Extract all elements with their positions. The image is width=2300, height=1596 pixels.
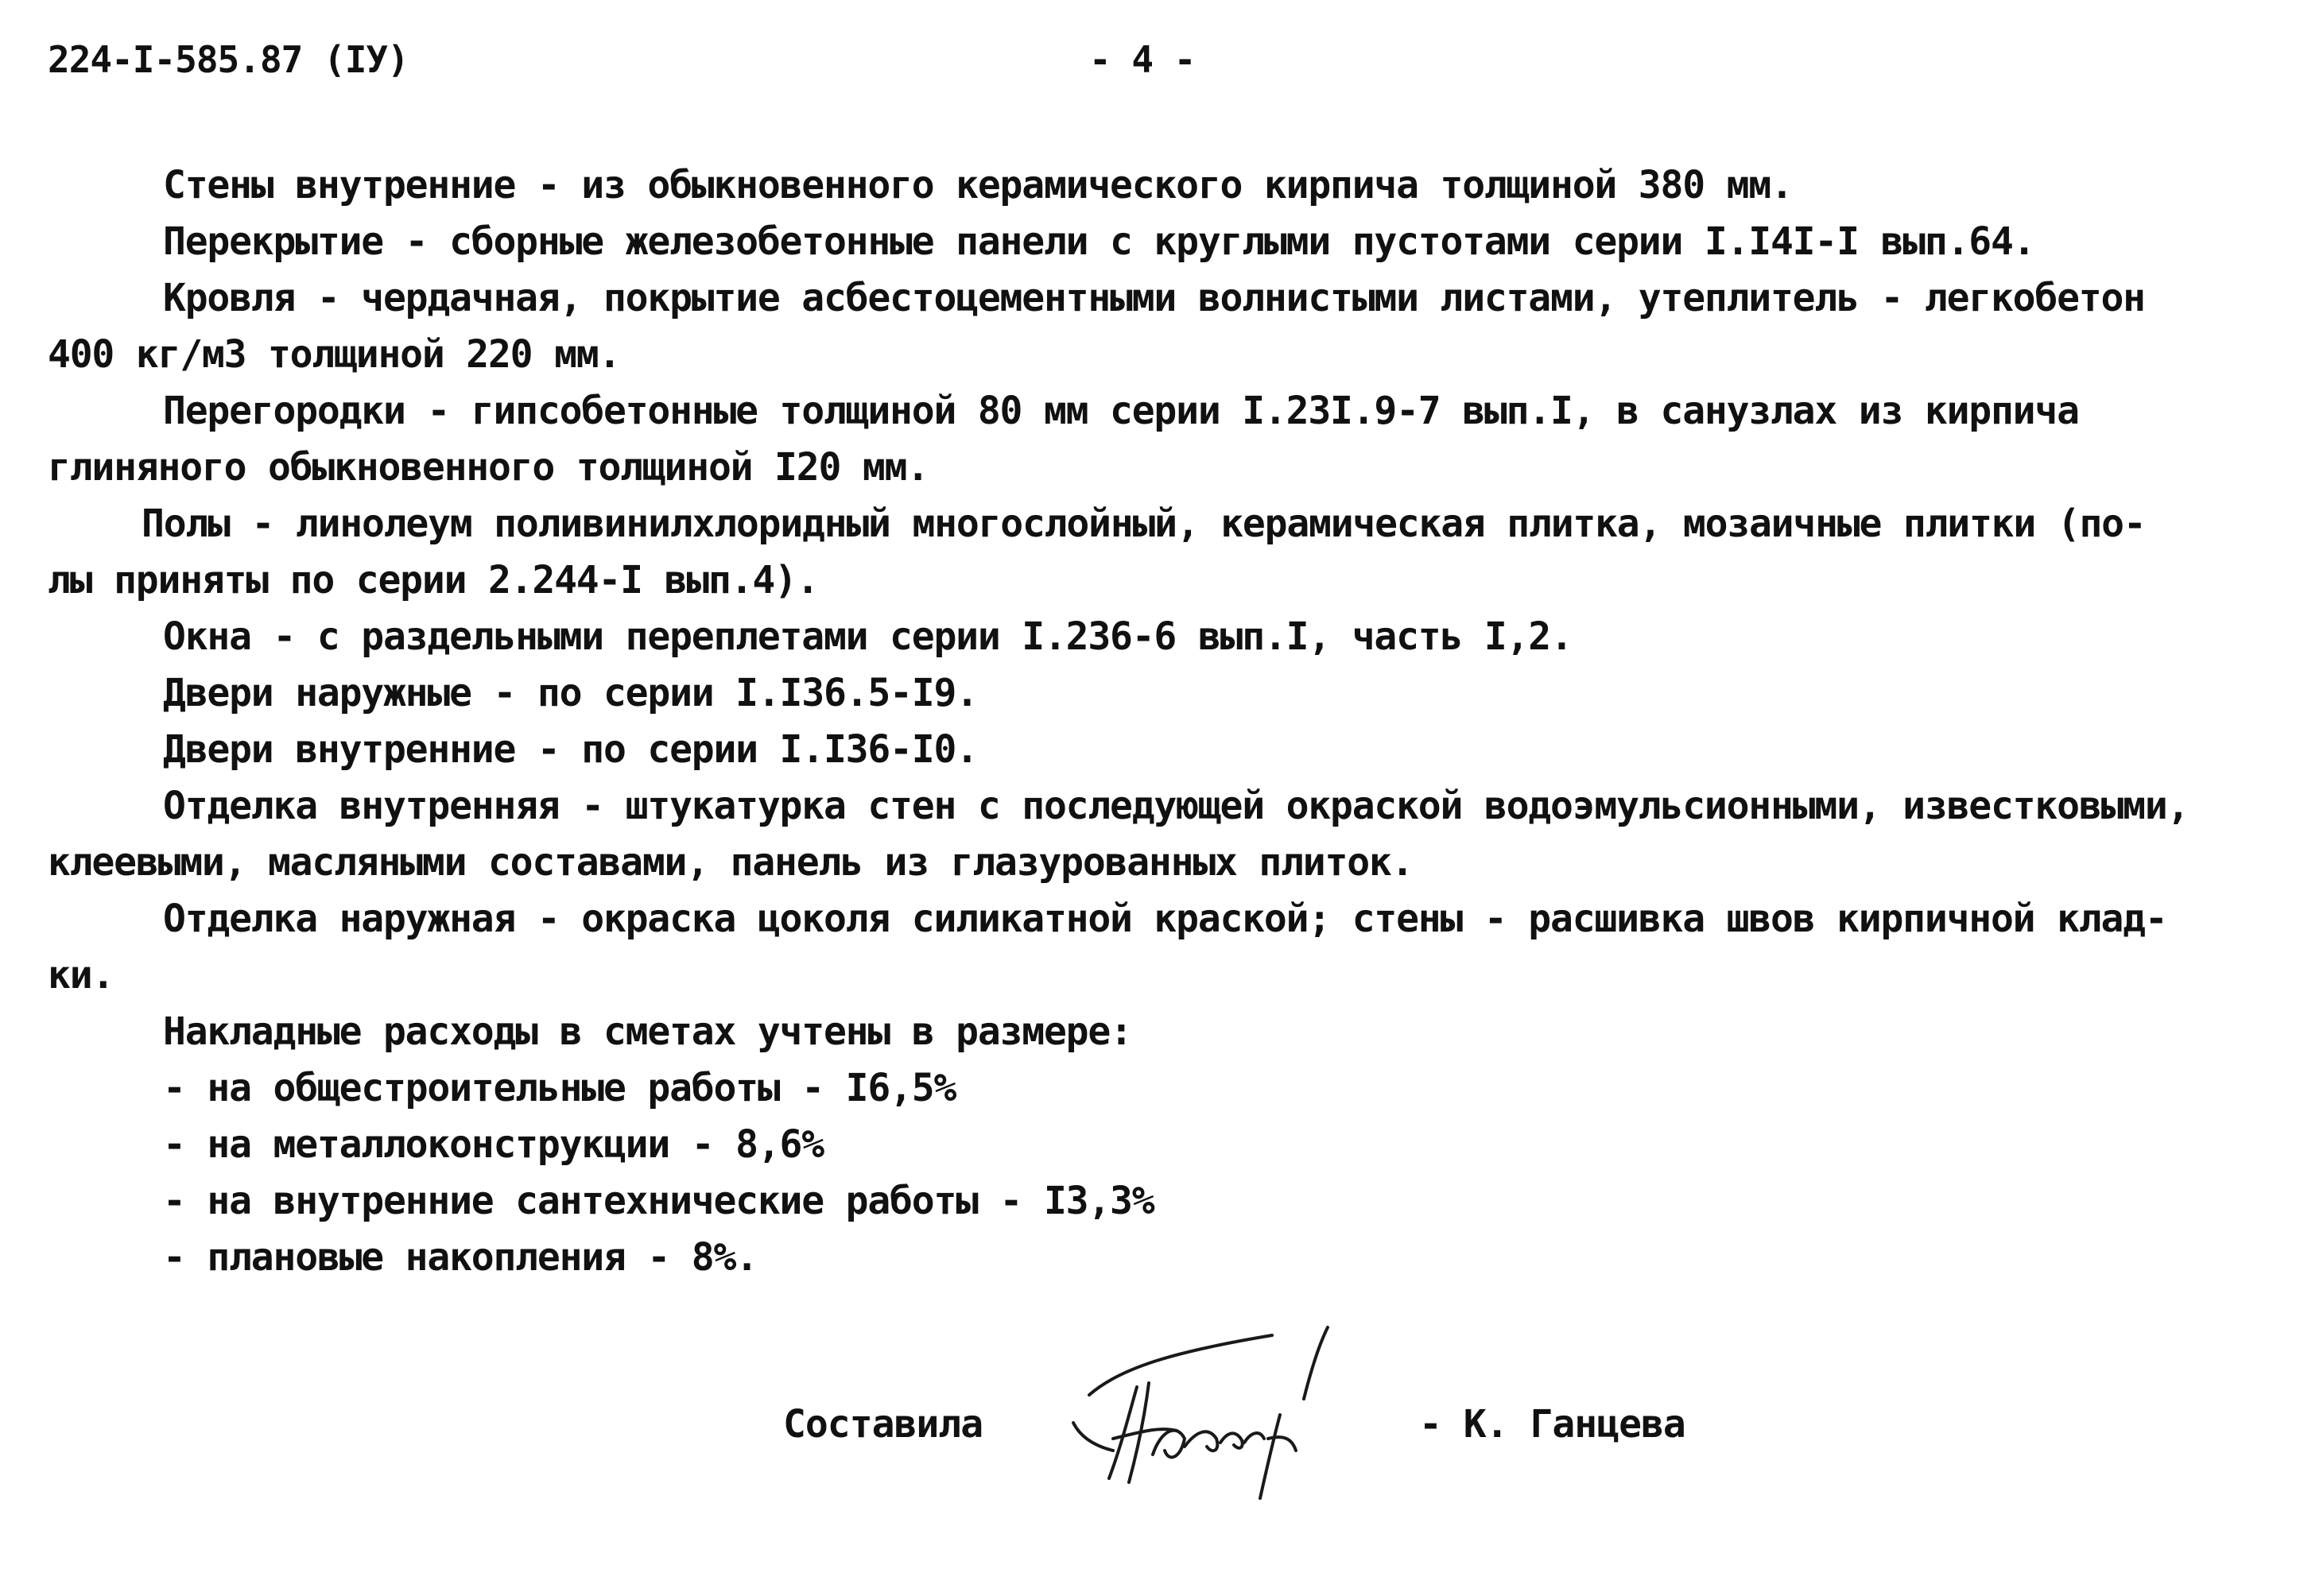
compiled-by-label: Составила bbox=[783, 1402, 983, 1447]
paragraph-line: Перегородки - гипсобетонные толщиной 80 мм серии I.23I.9-7 вып.I, в санузлах из кирпича bbox=[163, 389, 2079, 433]
paragraph-line: ки. bbox=[48, 953, 114, 998]
document-code: 224-I-585.87 (IУ) bbox=[48, 38, 409, 81]
list-item: - на общестроительные работы - I6,5% bbox=[163, 1066, 956, 1110]
paragraph-line: клеевыми, масляными составами, панель из глазурованных плиток. bbox=[48, 840, 1414, 885]
paragraph-floors bbox=[48, 496, 2258, 609]
paragraph-interior-finish bbox=[48, 778, 2258, 891]
paragraph-outer-doors bbox=[48, 665, 2258, 722]
handwritten-signature bbox=[1065, 1319, 1367, 1510]
paragraph-windows bbox=[48, 609, 2258, 665]
list-item: - на внутренние сантехнические работы - I3,3% bbox=[163, 1179, 1154, 1223]
page-number: - 4 - bbox=[1089, 38, 1196, 81]
paragraph-line: Отделка внутренняя - штукатурка стен с последующей окраской водоэмульсионными, известковыми, bbox=[163, 784, 2189, 828]
paragraph-text: Перекрытие - сборные железобетонные панели с круглыми пустотами серии I.I4I-I вып.64. bbox=[163, 219, 2035, 264]
list-item: - плановые накопления - 8%. bbox=[163, 1235, 758, 1280]
paragraph-line: глиняного обыкновенного толщиной I20 мм. bbox=[48, 445, 929, 490]
paragraph-inner-walls bbox=[48, 157, 2258, 214]
paragraph-line: Кровля - чердачная, покрытие асбестоцементными волнистыми листами, утеплитель - легкобетон bbox=[163, 276, 2145, 320]
paragraph-text: Накладные расходы в сметах учтены в размере: bbox=[163, 1009, 1132, 1054]
page-header bbox=[48, 38, 2258, 102]
list-item: - на металлоконструкции - 8,6% bbox=[163, 1122, 824, 1167]
paragraph-line: 400 кг/м3 толщиной 220 мм. bbox=[48, 332, 621, 377]
paragraph-line: лы приняты по серии 2.244-I вып.4). bbox=[48, 558, 819, 602]
paragraph-text: Двери наружные - по серии I.I36.5-I9. bbox=[163, 671, 978, 715]
compiler-name: - К. Ганцева bbox=[1419, 1402, 1685, 1447]
paragraph-inner-doors bbox=[48, 722, 2258, 778]
paragraph-text: Двери внутренние - по серии I.I36-I0. bbox=[163, 727, 978, 772]
signature-block bbox=[783, 1319, 1737, 1526]
paragraph-roof bbox=[48, 270, 2258, 383]
paragraph-floor-slabs bbox=[48, 214, 2258, 270]
paragraph-line: Отделка наружная - окраска цоколя силикатной краской; стены - расшивка швов кирпичной клад- bbox=[163, 897, 2167, 941]
paragraph-text: Стены внутренние - из обыкновенного керамического кирпича толщиной 380 мм. bbox=[163, 163, 1793, 207]
paragraph-exterior-finish bbox=[48, 891, 2258, 1004]
paragraph-text: Окна - с раздельными переплетами серии I.236-6 вып.I, часть I,2. bbox=[163, 614, 1573, 659]
document-body bbox=[48, 157, 2258, 1286]
paragraph-partitions bbox=[48, 383, 2258, 496]
paragraph-overhead bbox=[48, 1004, 2258, 1060]
paragraph-line: Полы - линолеум поливинилхлоридный многослойный, керамическая плитка, мозаичные плитки (по- bbox=[142, 502, 2146, 546]
overhead-list bbox=[48, 1060, 2258, 1286]
